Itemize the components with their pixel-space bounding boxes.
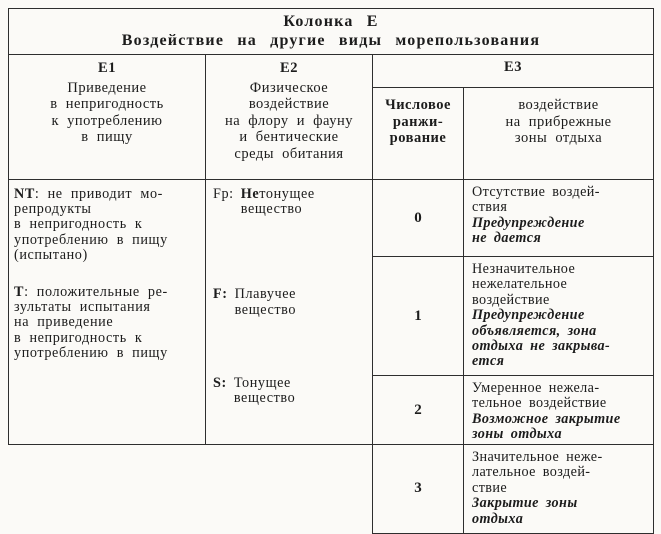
desc-line: тельное воздействие <box>472 395 607 412</box>
e1-item-label: NT <box>14 186 35 202</box>
e1-item-t: T: положительные ре- зультаты испытания на приведение в непригодность к употреблению в пищу <box>14 284 168 361</box>
e2-item-text: Тонущее вещество <box>233 374 296 407</box>
desc-emphasis-line: Предупреждение <box>472 214 585 231</box>
desc-line: нежелательное <box>472 276 568 293</box>
desc-line: Отсутствие воздей- <box>472 184 600 200</box>
desc-cell-1 <box>464 257 654 376</box>
header-recreation-impact-text <box>464 97 653 147</box>
desc-line: Значительное неже- <box>472 449 603 465</box>
text-line: на флору и фауну <box>224 112 353 129</box>
text-line: в непригодность <box>50 96 164 112</box>
e2-item-text: Нетонущее вещество <box>240 186 315 218</box>
e2-item-fp <box>213 187 369 217</box>
desc-emphasis-line: ется <box>472 353 505 370</box>
text-line: ранжи- <box>392 113 444 130</box>
desc-emphasis-line: объявляется, зона <box>472 322 597 339</box>
header-e2 <box>206 55 373 180</box>
desc-line: воздействие <box>472 291 550 308</box>
desc-cell-0 <box>464 180 654 257</box>
e2-item-text: Плавучее вещество <box>234 286 297 318</box>
empty-corner <box>9 445 373 534</box>
text-line: воздействие <box>248 96 330 112</box>
header-e3-code: Е3 <box>504 59 522 75</box>
e1-items <box>14 187 202 361</box>
desc-line: Незначительное <box>472 261 576 277</box>
e2-item-label: S: <box>213 374 227 391</box>
e2-item-s <box>213 376 369 406</box>
rank-cell-0: 0 <box>373 180 464 257</box>
text-line: рование <box>389 130 447 146</box>
e2-items <box>213 187 369 406</box>
desc-emphasis-line: не дается <box>472 230 542 247</box>
header-numeric-ranking <box>373 88 464 180</box>
header-e2-text <box>206 80 372 163</box>
header-e1-text <box>9 80 205 146</box>
desc-emphasis-line: отдыха <box>472 510 524 527</box>
e2-item-f <box>213 287 369 317</box>
table-title-cell <box>9 9 654 55</box>
desc-emphasis-line: зоны отдыха <box>472 426 562 443</box>
text-line: зоны отдыха <box>514 130 603 146</box>
header-e1-code: Е1 <box>98 60 116 76</box>
desc-line: лательное воздей- <box>472 464 591 481</box>
e2-item-label: F: <box>213 286 228 303</box>
text-line: Числовое <box>385 97 451 113</box>
desc-cell-2 <box>464 376 654 445</box>
desc-emphasis-line: Возможное закрытие <box>472 410 621 427</box>
text-line: среды обитания <box>234 145 344 162</box>
desc-line: Умеренное нежела- <box>472 380 600 396</box>
desc-line: ствие <box>472 479 508 496</box>
rank-cell-2: 2 <box>373 376 464 445</box>
column-e-table <box>8 8 654 534</box>
text-line: к употреблению <box>51 112 163 129</box>
cell-e2-body <box>206 180 373 445</box>
header-e2-code: Е2 <box>280 60 298 76</box>
desc-emphasis-line: Предупреждение <box>472 307 585 324</box>
header-e1 <box>9 55 206 180</box>
cell-e1-body <box>9 180 206 445</box>
text-line: и бентические <box>239 129 339 145</box>
title-line-2: Воздействие на другие виды морепользования <box>121 32 541 49</box>
e2-item-label: Fp: <box>213 186 234 202</box>
desc-emphasis-line: отдыха не закрыва- <box>472 338 611 355</box>
title-line-1: Колонка Е <box>283 13 379 30</box>
header-numeric-ranking-text <box>373 97 463 147</box>
header-recreation-impact <box>464 88 654 180</box>
rank-cell-3: 3 <box>373 445 464 534</box>
text-line: на прибрежные <box>505 113 612 130</box>
text-line: Приведение <box>67 79 147 96</box>
desc-line: ствия <box>472 199 508 216</box>
text-line: в пищу <box>81 129 133 145</box>
header-e3 <box>373 55 654 88</box>
desc-emphasis-line: Закрытие зоны <box>472 495 578 512</box>
text-line: воздействие <box>518 97 599 113</box>
e1-item-nt: NT: не приводит мо- репродукты в непригодность к употреблению в пищу (испытано) <box>14 186 168 263</box>
desc-cell-3 <box>464 445 654 534</box>
e1-item-label: T <box>14 284 25 301</box>
rank-cell-1: 1 <box>373 257 464 376</box>
text-line: Физическое <box>249 79 329 96</box>
